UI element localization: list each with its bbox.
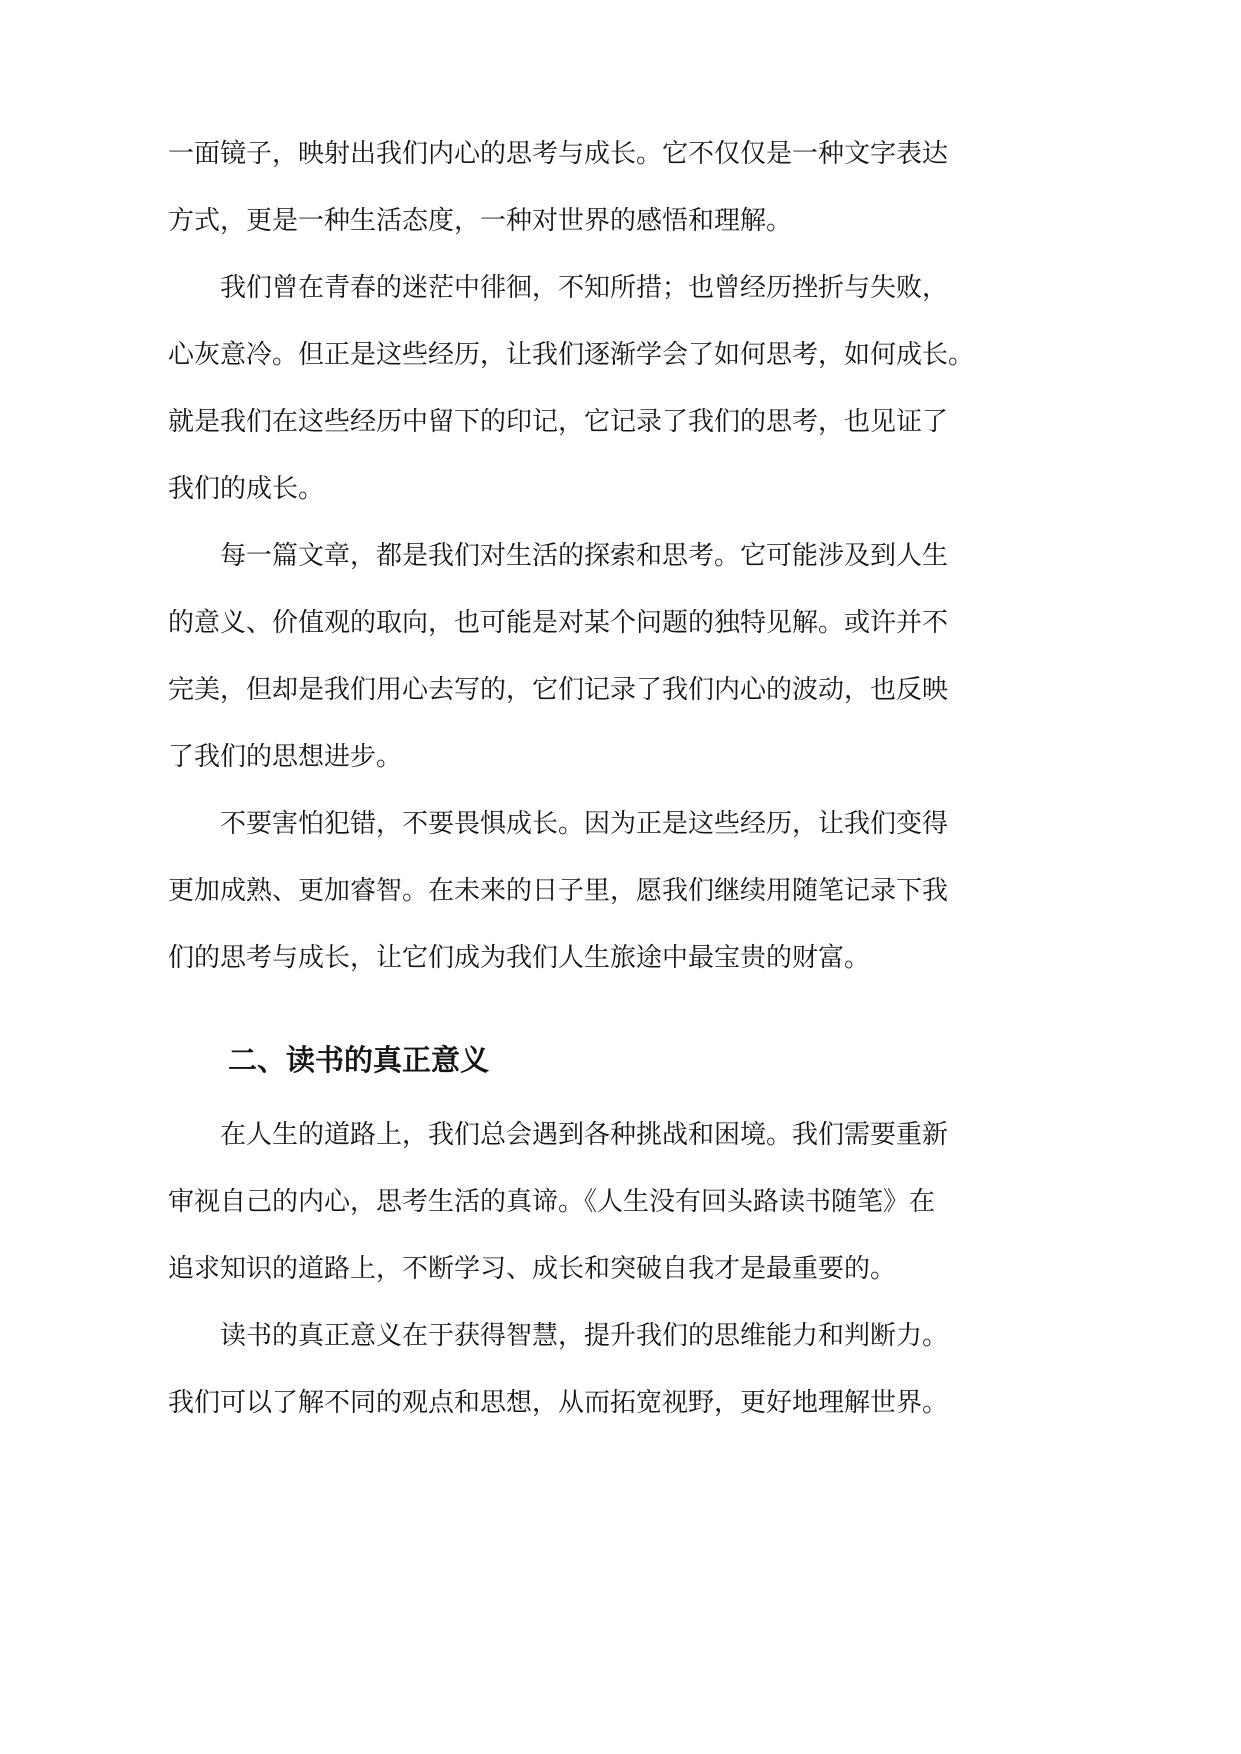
text-line: 读书的真正意义在于获得智慧，提升我们的思维能力和判断力。 bbox=[220, 1321, 949, 1351]
text-line: 我们的成长。 bbox=[168, 474, 325, 504]
paragraph bbox=[168, 791, 1068, 992]
text-line: 的意义、价值观的取向，也可能是对某个问题的独特见解。或许并不 bbox=[168, 608, 949, 638]
text-line: 每一篇文章，都是我们对生活的探索和思考。它可能涉及到人生 bbox=[220, 541, 949, 571]
text-line: 追求知识的道路上，不断学习、成长和突破自我才是最重要的。 bbox=[168, 1254, 897, 1284]
text-line: 一面镜子，映射出我们内心的思考与成长。它不仅仅是一种文字表达 bbox=[168, 139, 949, 169]
paragraph bbox=[168, 255, 1068, 523]
section-heading: 二、读书的真正意义 bbox=[228, 1043, 490, 1077]
text-line: 们的思考与成长，让它们成为我们人生旅途中最宝贵的财富。 bbox=[168, 943, 871, 973]
text-line: 在人生的道路上，我们总会遇到各种挑战和困境。我们需要重新 bbox=[220, 1120, 949, 1150]
text-line: 我们曾在青春的迷茫中徘徊，不知所措；也曾经历挫折与失败， bbox=[220, 273, 949, 303]
paragraph-continued bbox=[168, 121, 1068, 255]
text-line: 心灰意冷。但正是这些经历，让我们逐渐学会了如何思考，如何成长。 bbox=[168, 340, 975, 370]
text-line: 完美，但却是我们用心去写的，它们记录了我们内心的波动，也反映 bbox=[168, 675, 949, 705]
text-line: 就是我们在这些经历中留下的印记，它记录了我们的思考，也见证了 bbox=[168, 407, 949, 437]
document-body bbox=[168, 121, 1068, 1437]
text-line: 更加成熟、更加睿智。在未来的日子里，愿我们继续用随笔记录下我 bbox=[168, 876, 949, 906]
text-line: 不要害怕犯错，不要畏惧成长。因为正是这些经历，让我们变得 bbox=[220, 809, 949, 839]
text-line: 了我们的思想进步。 bbox=[168, 742, 403, 772]
text-line: 方式，更是一种生活态度，一种对世界的感悟和理解。 bbox=[168, 206, 793, 236]
paragraph bbox=[168, 523, 1068, 791]
text-line: 我们可以了解不同的观点和思想，从而拓宽视野，更好地理解世界。 bbox=[168, 1388, 949, 1418]
paragraph bbox=[168, 1303, 1068, 1437]
text-line: 审视自己的内心，思考生活的真谛。《人生没有回头路读书随笔》在 bbox=[168, 1187, 936, 1217]
paragraph bbox=[168, 1102, 1068, 1303]
